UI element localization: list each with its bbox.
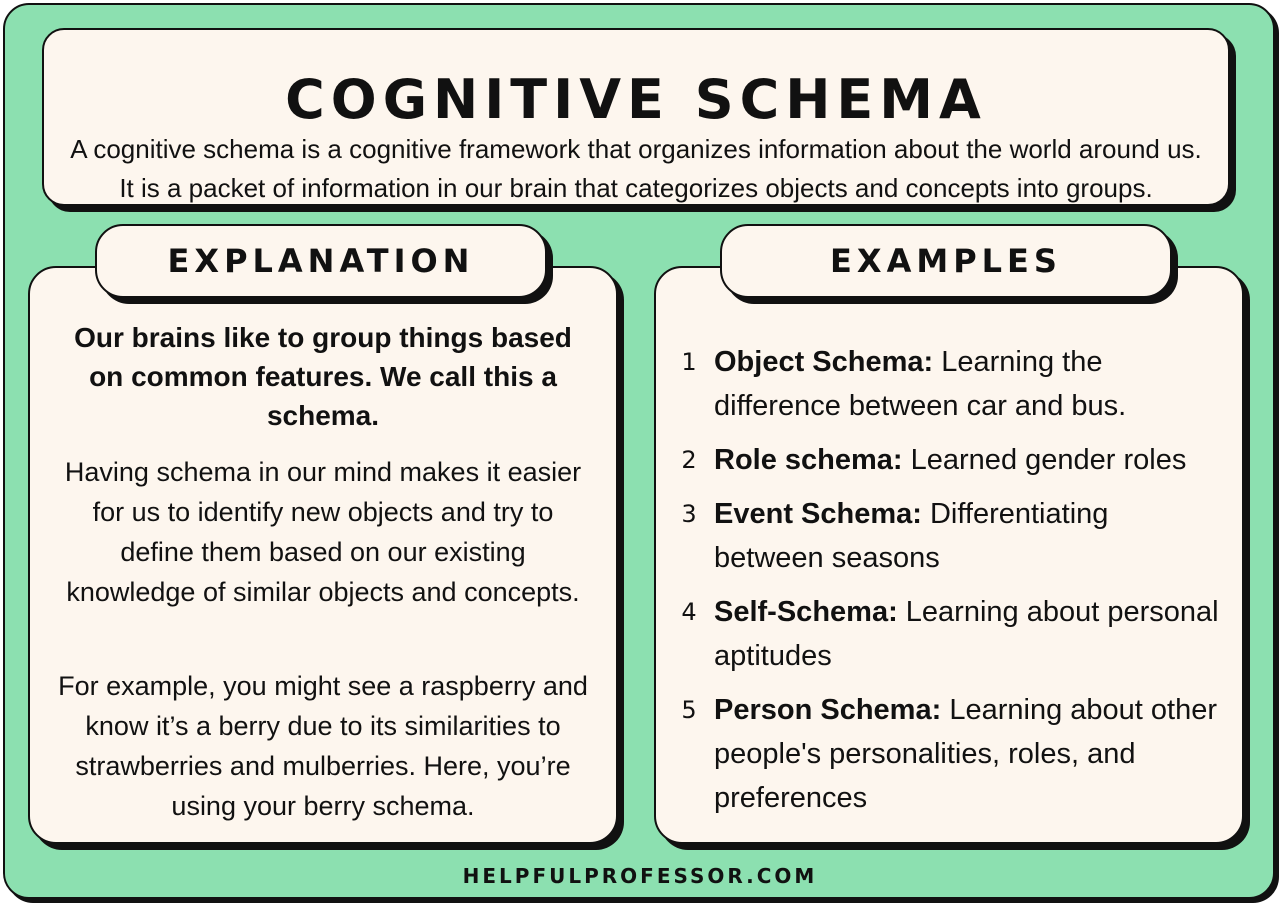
explanation-paragraph: Having schema in our mind makes it easier for us to identify new objects and try to define them based on our existing knowledge of similar objects and concepts. bbox=[64, 457, 582, 607]
list-item bbox=[674, 688, 1226, 820]
item-term: Person Schema: bbox=[714, 694, 950, 726]
item-description: Differentiating between seasons bbox=[714, 498, 1109, 574]
item-number: 5 bbox=[681, 696, 697, 724]
examples-panel bbox=[654, 266, 1244, 844]
examples-list bbox=[674, 340, 1226, 830]
title-card bbox=[42, 28, 1230, 206]
item-description: Learned gender roles bbox=[910, 444, 1187, 476]
item-term: Event Schema: bbox=[714, 498, 930, 530]
item-term: Self-Schema: bbox=[714, 596, 906, 628]
item-description: Learning about personal aptitudes bbox=[714, 596, 1219, 672]
item-description: Learning the difference between car and bus. bbox=[714, 346, 1127, 422]
footer-link[interactable]: HELPFULPROFESSOR.COM bbox=[462, 864, 818, 888]
item-description: Learning about other people's personalities, roles, and preferences bbox=[714, 694, 1217, 814]
explanation-lead: Our brains like to group things based on common features. We call this a schema. bbox=[74, 322, 572, 431]
item-number: 3 bbox=[681, 500, 697, 528]
page-title: COGNITIVE SCHEMA bbox=[285, 68, 987, 131]
explanation-paragraph: For example, you might see a raspberry and know it’s a berry due to its similarities to strawberries and mulberries. Here, you’re using your berry schema. bbox=[58, 671, 588, 821]
item-number: 2 bbox=[681, 446, 697, 474]
examples-heading: EXAMPLES bbox=[720, 224, 1172, 298]
list-item bbox=[674, 492, 1226, 580]
item-term: Object Schema: bbox=[714, 346, 942, 378]
list-item bbox=[674, 590, 1226, 678]
list-item bbox=[674, 340, 1226, 428]
item-number: 4 bbox=[681, 598, 697, 626]
intro-text: A cognitive schema is a cognitive framework that organizes information about the world around us. It is a packet of information in our brain that categorizes objects and concepts into groups. bbox=[70, 134, 1202, 203]
item-term: Role schema: bbox=[714, 444, 911, 476]
explanation-panel bbox=[28, 266, 618, 844]
explanation-heading: EXPLANATION bbox=[95, 224, 547, 298]
item-number: 1 bbox=[681, 348, 697, 376]
list-item bbox=[674, 438, 1226, 482]
